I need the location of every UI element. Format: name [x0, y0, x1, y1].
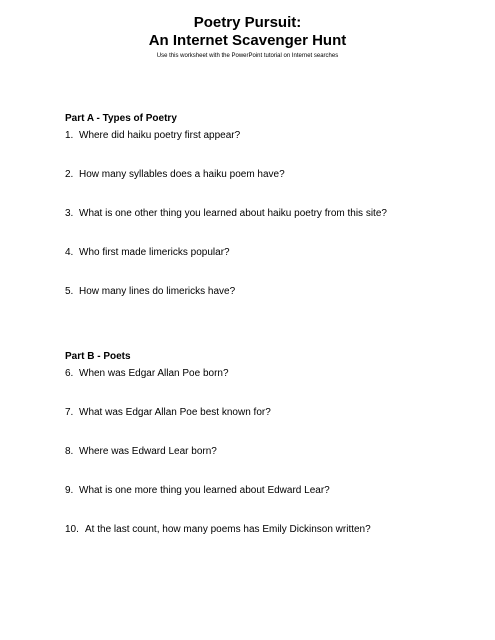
question-text: What was Edgar Allan Poe best known for?: [79, 407, 271, 418]
question-10: [65, 523, 475, 536]
question-6: [65, 367, 475, 380]
part-a-section: [65, 112, 475, 298]
question-number: 4.: [65, 247, 74, 258]
question-4: [65, 246, 475, 259]
part-b-heading: Part B - Poets: [65, 351, 131, 362]
question-number: 6.: [65, 368, 74, 379]
question-text: Who first made limericks popular?: [79, 247, 230, 258]
question-text: Where was Edward Lear born?: [79, 446, 217, 457]
question-2: [65, 168, 475, 181]
question-8: [65, 445, 475, 458]
question-text: What is one more thing you learned about Edward Lear?: [79, 485, 330, 496]
question-number: 9.: [65, 485, 74, 496]
worksheet-header: [0, 14, 495, 60]
question-1: [65, 129, 475, 142]
question-text: How many syllables does a haiku poem have?: [79, 169, 285, 180]
title-line-1: Poetry Pursuit:: [193, 14, 302, 31]
title-line-2: An Internet Scavenger Hunt: [148, 32, 347, 49]
question-text: What is one other thing you learned about haiku poetry from this site?: [79, 208, 387, 219]
question-text: Where did haiku poetry first appear?: [79, 130, 241, 141]
question-number: 3.: [65, 208, 74, 219]
question-7: [65, 406, 475, 419]
question-number: 10.: [65, 524, 79, 535]
part-a-heading: Part A - Types of Poetry: [65, 113, 177, 124]
question-number: 7.: [65, 407, 74, 418]
question-text: At the last count, how many poems has Emily Dickinson written?: [85, 524, 371, 535]
question-number: 5.: [65, 286, 74, 297]
question-text: When was Edgar Allan Poe born?: [79, 368, 229, 379]
question-number: 2.: [65, 169, 74, 180]
question-text: How many lines do limericks have?: [79, 286, 236, 297]
question-number: 1.: [65, 130, 74, 141]
question-5: [65, 285, 475, 298]
question-number: 8.: [65, 446, 74, 457]
subtitle: Use this worksheet with the PowerPoint tutorial on Internet searches: [156, 53, 339, 59]
question-3: [65, 207, 475, 220]
part-b-section: [65, 350, 475, 536]
question-9: [65, 484, 475, 497]
